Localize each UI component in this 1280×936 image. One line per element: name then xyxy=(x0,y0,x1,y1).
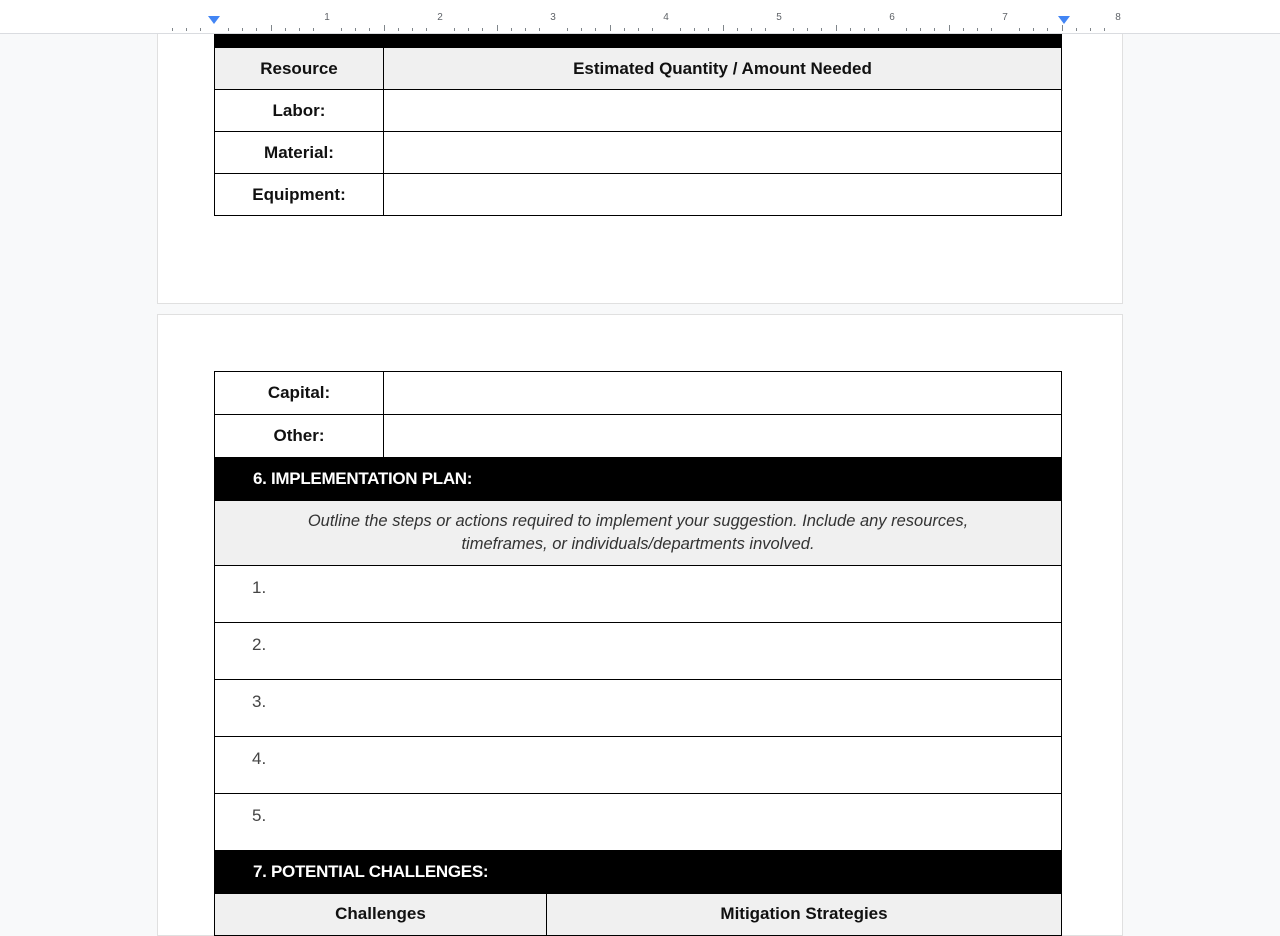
ruler-tick xyxy=(567,28,568,31)
ruler-tick xyxy=(271,25,272,31)
ruler-tick xyxy=(595,28,596,31)
ruler-tick xyxy=(765,28,766,31)
ruler-number: 5 xyxy=(776,12,782,23)
ruler-tick xyxy=(610,25,611,31)
ruler-tick xyxy=(186,28,187,31)
step-row[interactable]: 3. xyxy=(215,680,1062,737)
section-header-bar xyxy=(215,34,1062,48)
right-indent-marker[interactable] xyxy=(1058,16,1070,24)
ruler-tick xyxy=(1076,28,1077,31)
col-header-quantity: Estimated Quantity / Amount Needed xyxy=(384,48,1062,90)
ruler-tick xyxy=(751,28,752,31)
ruler-tick xyxy=(638,28,639,31)
step-row[interactable]: 4. xyxy=(215,737,1062,794)
ruler-tick xyxy=(242,28,243,31)
quantity-cell[interactable] xyxy=(384,132,1062,174)
ruler-tick xyxy=(624,28,625,31)
ruler-tick xyxy=(906,28,907,31)
page2-table xyxy=(214,371,1062,894)
horizontal-ruler[interactable] xyxy=(0,0,1280,34)
step-row[interactable]: 1. xyxy=(215,566,1062,623)
ruler-number: 2 xyxy=(437,12,443,23)
ruler-number: 3 xyxy=(550,12,556,23)
col-header-challenges: Challenges xyxy=(215,894,547,936)
ruler-tick xyxy=(285,28,286,31)
section-6-description: Outline the steps or actions required to implement your suggestion. Include any resources, timeframes, or individuals/departments involved. xyxy=(215,501,1062,566)
ruler-tick xyxy=(694,28,695,31)
challenges-table xyxy=(214,893,1062,936)
resources-table xyxy=(214,33,1062,216)
section-6-title: 6. IMPLEMENTATION PLAN: xyxy=(215,458,1062,501)
ruler-tick xyxy=(172,28,173,31)
step-row[interactable]: 5. xyxy=(215,794,1062,851)
ruler-tick xyxy=(525,28,526,31)
ruler-number: 7 xyxy=(1002,12,1008,23)
ruler-tick xyxy=(1090,28,1091,31)
ruler-tick xyxy=(398,28,399,31)
quantity-cell[interactable] xyxy=(384,415,1062,458)
ruler-number: 1 xyxy=(324,12,330,23)
ruler-tick xyxy=(581,28,582,31)
ruler-tick xyxy=(200,28,201,31)
ruler-tick xyxy=(977,28,978,31)
ruler-tick xyxy=(949,25,950,31)
ruler-tick xyxy=(680,28,681,31)
ruler-tick xyxy=(934,28,935,31)
ruler-number: 6 xyxy=(889,12,895,23)
ruler-tick xyxy=(256,28,257,31)
ruler-tick xyxy=(963,28,964,31)
section-7-title: 7. POTENTIAL CHALLENGES: xyxy=(215,851,1062,894)
ruler-tick xyxy=(228,28,229,31)
ruler-tick xyxy=(737,28,738,31)
quantity-cell[interactable] xyxy=(384,90,1062,132)
ruler-tick xyxy=(1033,28,1034,31)
ruler-tick xyxy=(1047,28,1048,31)
ruler-tick xyxy=(412,28,413,31)
ruler-tick xyxy=(807,28,808,31)
row-label: Labor: xyxy=(215,90,384,132)
ruler-tick xyxy=(836,25,837,31)
ruler-tick xyxy=(1019,28,1020,31)
row-label: Other: xyxy=(215,415,384,458)
ruler-tick xyxy=(920,28,921,31)
ruler-number: 4 xyxy=(663,12,669,23)
ruler-tick xyxy=(468,28,469,31)
ruler-tick xyxy=(991,28,992,31)
ruler-tick xyxy=(341,28,342,31)
ruler-tick xyxy=(369,28,370,31)
ruler-tick xyxy=(850,28,851,31)
col-header-mitigation: Mitigation Strategies xyxy=(547,894,1062,936)
ruler-number: 8 xyxy=(1115,12,1121,23)
row-label: Equipment: xyxy=(215,174,384,216)
row-label: Capital: xyxy=(215,372,384,415)
quantity-cell[interactable] xyxy=(384,174,1062,216)
ruler-tick xyxy=(299,28,300,31)
ruler-tick xyxy=(723,25,724,31)
ruler-tick xyxy=(793,28,794,31)
ruler-tick xyxy=(539,28,540,31)
ruler-tick xyxy=(1062,25,1063,31)
ruler-tick xyxy=(454,28,455,31)
ruler-tick xyxy=(511,28,512,31)
step-row[interactable]: 2. xyxy=(215,623,1062,680)
ruler-tick xyxy=(497,25,498,31)
ruler-tick xyxy=(652,28,653,31)
ruler-tick xyxy=(708,28,709,31)
ruler-tick xyxy=(864,28,865,31)
ruler-tick xyxy=(355,28,356,31)
ruler-tick xyxy=(821,28,822,31)
ruler-tick xyxy=(878,28,879,31)
ruler-tick xyxy=(426,28,427,31)
quantity-cell[interactable] xyxy=(384,372,1062,415)
ruler-tick xyxy=(482,28,483,31)
ruler-tick xyxy=(384,25,385,31)
ruler-tick xyxy=(1104,28,1105,31)
col-header-resource: Resource xyxy=(215,48,384,90)
row-label: Material: xyxy=(215,132,384,174)
left-indent-marker[interactable] xyxy=(208,16,220,24)
ruler-tick xyxy=(313,28,314,31)
